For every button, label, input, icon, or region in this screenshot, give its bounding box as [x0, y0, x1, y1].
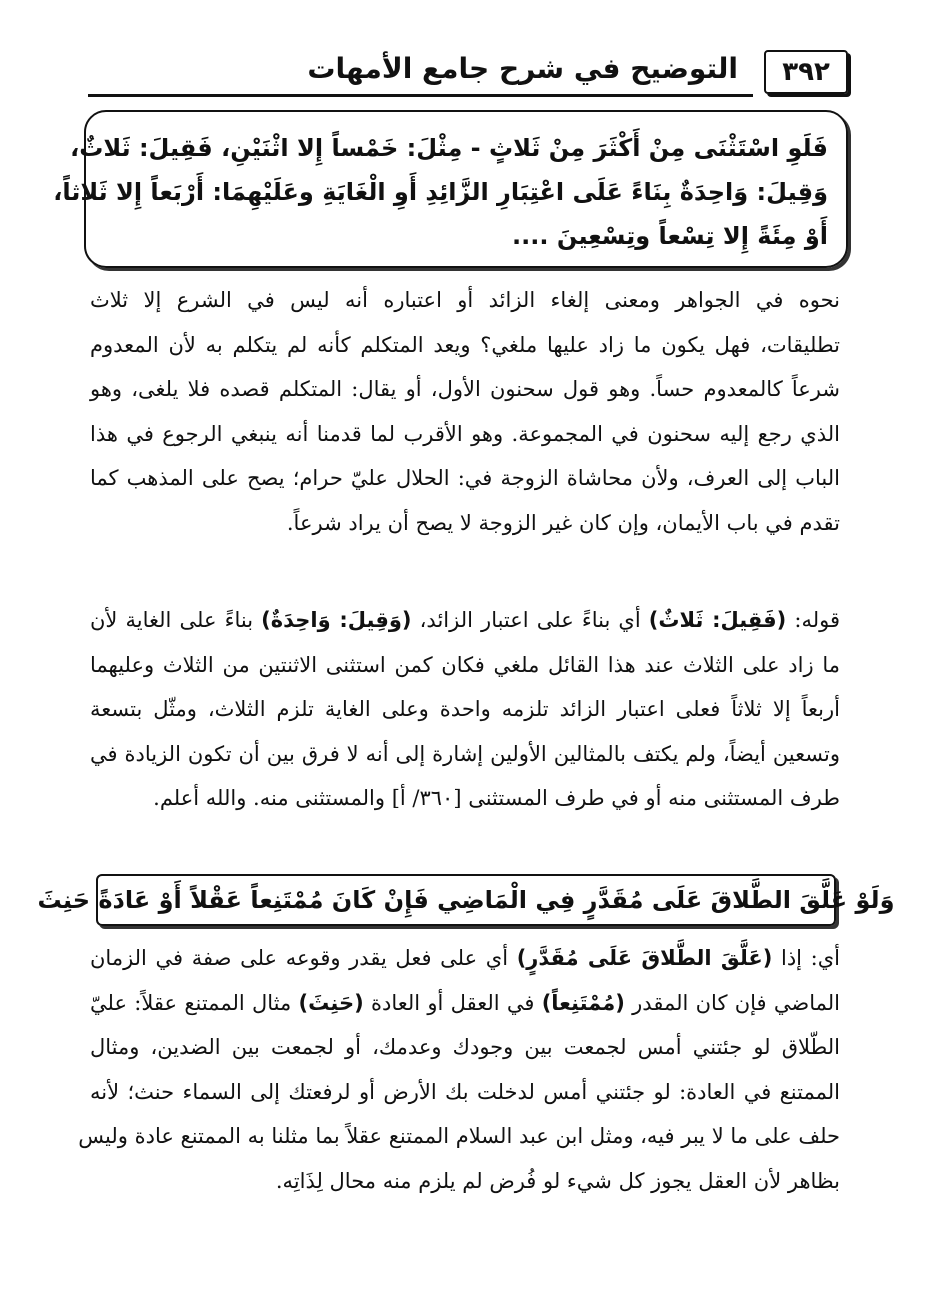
- text-line: طرف المستثنى منه أو في طرف المستثنى [٣٦٠/ أ] والمستثنى منه. والله أعلم.: [153, 786, 840, 810]
- text-line: أربعاً إلا ثلاثاً فعلى اعتبار الزائد تلزمه واحدة وعلى الغاية تلزم الثلاث، ومثّل بتسعة: [90, 697, 840, 721]
- text-line: [90, 598, 840, 643]
- page-number-box: [764, 50, 848, 94]
- quoted-matn: (فَقِيلَ: ثَلاثٌ): [648, 608, 787, 632]
- page-header: [88, 48, 848, 98]
- text-line: نحوه في الجواهر ومعنى إلغاء الزائد أو اعتباره أنه ليس في الشرع إلا ثلاث: [90, 288, 840, 312]
- matn-line: وَلَوْ عَلَّقَ الطَّلاقَ عَلَى مُقَدَّرٍ فِي الْمَاضِي فَإِنْ كَانَ مُمْتَنِعاً عَقْلاً أَوْ عَادَةً حَنِثَ: [37, 886, 895, 914]
- text-line: [90, 981, 840, 1026]
- text-line: تطليقات، فهل يكون ما زاد عليها ملغي؟ ويعد المتكلم كأنه لم يتكلم به لأن المعدوم: [90, 332, 840, 357]
- quoted-matn: (وَقِيلَ: وَاحِدَةٌ): [261, 608, 412, 632]
- commentary-paragraph-3: [78, 936, 841, 1203]
- text-line: بظاهر لأن العقل يجوز كل شيء لو فُرض لم يلزم منه محال لِذَاتِه.: [275, 1168, 840, 1193]
- running-title: التوضيح في شرح جامع الأمهات: [307, 52, 738, 85]
- header-rule: [88, 94, 753, 97]
- text-line: وتسعين أيضاً، ولم يكتف بالمثالين الأولين إشارة إلى أنه لا فرق بين أن تكون الزيادة في: [90, 741, 840, 766]
- text-line: شرعاً كالمعدوم حساً. وهو قول سحنون الأول، أو يقال: المتكلم قصده فلا يلغى، وهو: [90, 377, 840, 401]
- commentary-paragraph-2: [90, 598, 840, 821]
- matn-box-1: [53, 110, 848, 268]
- text-line: [90, 936, 840, 981]
- quoted-matn: (حَنِثَ): [298, 990, 364, 1015]
- text-line: تقدم في باب الأيمان، وإن كان غير الزوجة لا يصح أن يراد شرعاً.: [286, 510, 840, 535]
- text-fragment: أي بناءً على اعتبار الزائد،: [411, 608, 649, 632]
- quoted-matn: (مُمْتَنِعاً): [541, 990, 625, 1015]
- commentary-paragraph-1: [90, 278, 840, 545]
- quoted-matn: (عَلَّقَ الطَّلاقَ عَلَى مُقَدَّرٍ): [516, 946, 773, 970]
- text-line: الذي رجع إليه سحنون في المجموعة. وهو الأقرب لما قدمنا أنه ينبغي الرجوع في هذا: [90, 421, 840, 446]
- text-line: حلف على ما لا يبر فيه، ومثل ابن عبد السلام الممتنع عقلاً بما مثلنا به الممتنع عادة وليس: [78, 1124, 840, 1148]
- text-line: ما زاد على الثلاث عند هذا القائل ملغي فكان كمن استثنى الاثنتين من الثلاث وعليهما: [90, 652, 840, 677]
- text-fragment: في العقل أو العادة: [363, 990, 542, 1015]
- matn-line: وَقِيلَ: وَاحِدَةٌ بِنَاءً عَلَى اعْتِبَارِ الزَّائِدِ أَوِ الْغَايَةِ وعَلَيْهِمَا: أَرْبَعاً إِلا ثَلاثاً،: [53, 178, 828, 206]
- text-line: الممتنع في العادة: لو جئتني أمس لدخلت بك الأرض أو لرفعتك إلى السماء حنث؛ لأنه: [90, 1079, 840, 1104]
- text-fragment: قوله:: [786, 608, 840, 632]
- text-fragment: مثال الممتنع عقلاً: عليّ: [90, 990, 299, 1015]
- text-fragment: أي على فعل يقدر وقوعه على صفة في الزمان: [90, 946, 517, 970]
- text-fragment: الماضي فإن كان المقدر: [624, 990, 841, 1015]
- text-fragment: أي: إذا: [772, 946, 840, 970]
- page-number: ٣٩٢: [782, 57, 830, 87]
- matn-line: فَلَوِ اسْتَثْنَى مِنْ أَكْثَرَ مِنْ ثَلاثٍ - مِثْلَ: خَمْساً إِلا اثْنَيْنِ، فَقِيلَ: ثَلاثٌ،: [70, 134, 828, 162]
- text-line: الطّلاق لو جئتني أمس لجمعت بين وجودك وعدمك، أو لجمعت بين الضدين، ومثال: [90, 1035, 840, 1059]
- text-line: الباب إلى العرف، ولأن محاشاة الزوجة في: الحلال عليّ حرام؛ يصح على المذهب كما: [90, 466, 840, 490]
- matn-box-2: [37, 874, 895, 926]
- text-fragment: بناءً على الغاية لأن: [90, 608, 262, 632]
- matn-line: أَوْ مِئَةً إِلا تِسْعاً وتِسْعِينَ ....: [512, 222, 828, 250]
